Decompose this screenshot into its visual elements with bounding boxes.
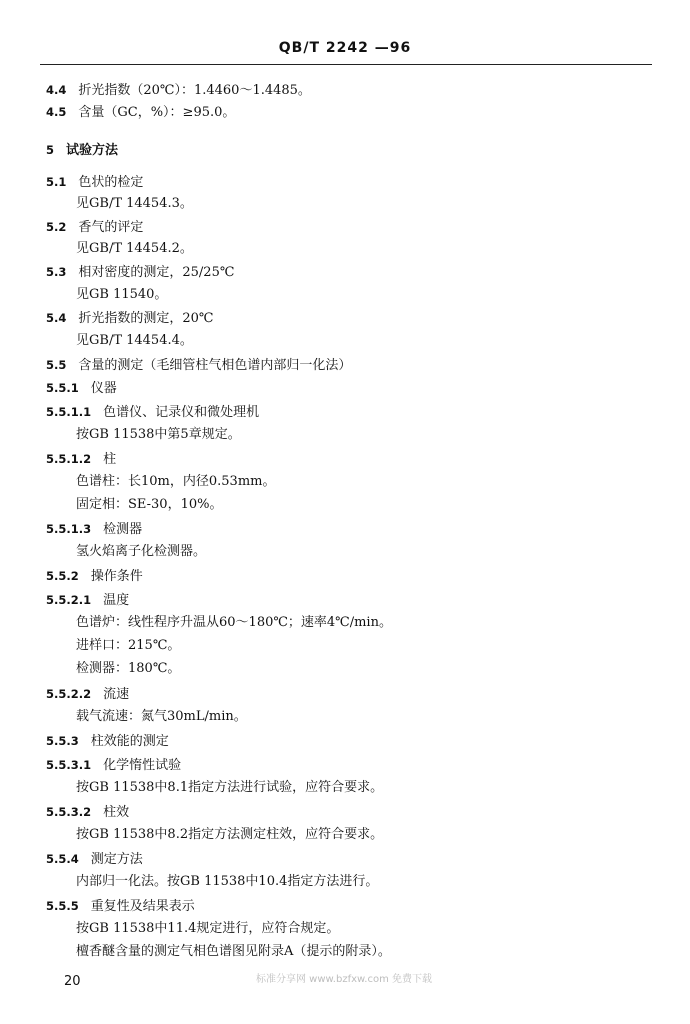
clause-5-5-1-2-body-1: 色谱柱：长10m，内径0.53mm。 [76,474,276,489]
clause-text: 检测器 [103,522,143,537]
clause-number: 5.5.1.2 [46,452,92,466]
clause-number: 5.5.4 [46,852,79,866]
clause-text: 化学惰性试验 [103,758,182,773]
clause-5-5 [46,357,351,374]
clause-text: 折光指数的测定，20℃ [78,311,214,326]
clause-number: 4.5 [46,105,67,119]
clause-5-5-2-1 [46,592,129,609]
clause-5-5-3-2-body: 按GB 11538中8.2指定方法测定柱效，应符合要求。 [76,827,384,842]
standard-number-header: QB/T 2242 —96 [278,40,412,56]
clause-text: 色谱仪、记录仪和微处理机 [103,405,260,420]
clause-5-5-3-2 [46,804,129,821]
clause-number: 5.5.3 [46,734,79,748]
header-rule [40,64,652,65]
clause-5-5-3-1-body: 按GB 11538中8.1指定方法进行试验，应符合要求。 [76,780,384,795]
clause-number: 5.1 [46,175,67,189]
clause-text: 柱 [103,452,117,467]
clause-5-5-1 [46,380,117,397]
clause-number: 5.3 [46,265,67,279]
clause-text: 柱效 [103,805,130,820]
clause-number: 5.5.1.3 [46,522,92,536]
clause-number: 5.5.1 [46,381,79,395]
clause-5-5-5 [46,898,195,915]
clause-5-3-body: 见GB 11540。 [76,287,168,302]
clause-5-5-1-1 [46,404,259,421]
clause-number: 4.4 [46,83,67,97]
clause-5-5-3-1 [46,757,181,774]
clause-text: 色状的检定 [78,175,144,190]
clause-text: 温度 [103,593,130,608]
clause-5-5-2-1-body-1: 色谱炉：线性程序升温从60～180℃；速率4℃/min。 [76,615,392,630]
section-5-heading [46,142,118,159]
clause-text: 重复性及结果表示 [90,899,195,914]
clause-text: 含量（GC，%）：≥95.0。 [78,105,236,120]
clause-5-5-1-1-body: 按GB 11538中第5章规定。 [76,427,241,442]
clause-5-5-5-body-1: 按GB 11538中11.4规定进行，应符合规定。 [76,921,340,936]
clause-5-5-3 [46,733,169,750]
clause-number: 5.5.2.1 [46,593,92,607]
clause-number: 5.5 [46,358,67,372]
clause-5-5-2 [46,568,143,585]
clause-4-5 [46,104,235,121]
clause-text: 仪器 [90,381,117,396]
clause-5-5-1-2-body-2: 固定相：SE-30，10%。 [76,497,223,512]
page-number: 20 [64,974,81,989]
clause-number: 5.5.5 [46,899,79,913]
clause-number: 5.5.2 [46,569,79,583]
clause-5-5-2-1-body-2: 进样口：215℃。 [76,638,181,653]
clause-5-5-2-2 [46,686,129,703]
clause-5-5-5-body-2: 檀香醚含量的测定气相色谱图见附录A（提示的附录）。 [76,944,391,959]
clause-5-5-1-3-body: 氢火焰离子化检测器。 [76,544,207,559]
clause-5-1-body: 见GB/T 14454.3。 [76,196,193,211]
clause-5-2-body: 见GB/T 14454.2。 [76,241,193,256]
clause-5-3 [46,264,234,281]
section-number: 5 [46,143,55,157]
clause-number: 5.5.1.1 [46,405,92,419]
clause-number: 5.5.3.2 [46,805,92,819]
clause-5-5-2-2-body: 载气流速：氮气30mL/min。 [76,709,247,724]
clause-number: 5.4 [46,311,67,325]
clause-5-4-body: 见GB/T 14454.4。 [76,333,193,348]
clause-number: 5.5.3.1 [46,758,92,772]
clause-text: 折光指数（20℃）：1.4460～1.4485。 [78,83,311,98]
watermark-text: 标准分享网 www.bzfxw.com 免费下载 [256,974,432,985]
clause-5-2 [46,219,143,236]
clause-text: 相对密度的测定，25/25℃ [78,265,235,280]
clause-5-5-1-3 [46,521,142,538]
clause-5-5-4-body: 内部归一化法。按GB 11538中10.4指定方法进行。 [76,874,379,889]
clause-5-5-1-2 [46,451,116,468]
clause-text: 操作条件 [90,569,143,584]
clause-text: 柱效能的测定 [90,734,169,749]
clause-5-5-4 [46,851,143,868]
clause-text: 香气的评定 [78,220,144,235]
clause-5-1 [46,174,143,191]
clause-5-5-2-1-body-3: 检测器：180℃。 [76,661,181,676]
clause-4-4 [46,82,311,99]
clause-text: 测定方法 [90,852,143,867]
section-title: 试验方法 [66,143,119,158]
clause-text: 含量的测定（毛细管柱气相色谱内部归一化法） [78,358,352,373]
clause-number: 5.2 [46,220,67,234]
clause-number: 5.5.2.2 [46,687,92,701]
clause-text: 流速 [103,687,130,702]
clause-5-4 [46,310,213,327]
